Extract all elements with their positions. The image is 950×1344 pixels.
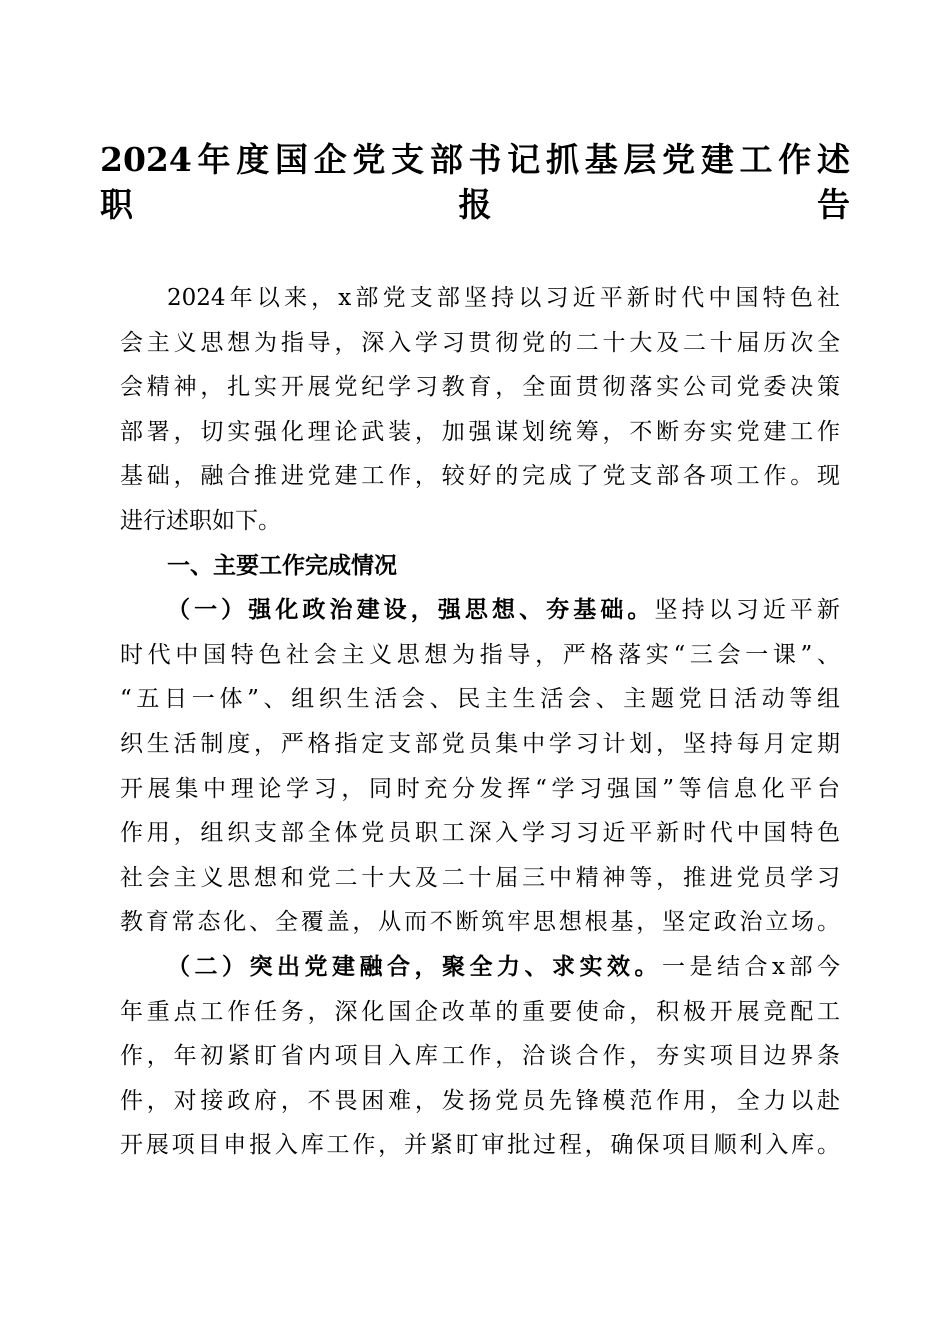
paragraph-line: 作，年初紧盯省内项目入库工作，洽谈合作，夯实项目边界条 [120, 1043, 840, 1070]
section-heading: 一、主要工作完成情况 [167, 552, 397, 579]
subsection-1-lead: （一）强化政治建设，强思想、夯基础。 [167, 596, 655, 624]
paragraph-line: 教育常态化、全覆盖，从而不断筑牢思想根基，坚定政治立场。 [120, 909, 840, 936]
paragraph-line [120, 945, 840, 990]
paragraph-line: “五日一体”、组织生活会、民主生活会、主题党日活动等组 [120, 686, 840, 713]
document-body [120, 276, 840, 1168]
subsection-2-first-line-text: 一是结合x部今 [662, 953, 840, 980]
subsection-2-paragraph [120, 945, 840, 1168]
paragraph-line: 件，对接政府，不畏困难，发扬党员先锋模范作用，全力以赴 [120, 1087, 840, 1114]
paragraph-line: 部署，切实强化理论武装，加强谋划统筹，不断夯实党建工作 [120, 418, 840, 445]
paragraph-line: 织生活制度，严格指定支部党员集中学习计划，坚持每月定期 [120, 730, 840, 757]
paragraph-line [120, 588, 840, 633]
paragraph-line: 年重点工作任务，深化国企改革的重要使命，积极开展竞配工 [120, 998, 840, 1025]
subsection-2-lead: （二）突出党建融合，聚全力、求实效。 [167, 952, 663, 980]
paragraph-line: 会精神，扎实开展党纪学习教育，全面贯彻落实公司党委决策 [120, 374, 840, 401]
paragraph-line: 会主义思想为指导，深入学习贯彻党的二十大及二十届历次全 [120, 329, 840, 356]
title-line-1: 2024年度国企党支部书记抓基层党建工作述 [100, 140, 850, 179]
paragraph-line: 进行述职如下。 [120, 507, 281, 534]
intro-paragraph [120, 276, 840, 544]
paragraph-line: 时代中国特色社会主义思想为指导，严格落实“三会一课”、 [120, 641, 840, 668]
subsection-1-paragraph [120, 588, 840, 945]
subsection-1-first-line-text: 坚持以习近平新 [654, 597, 841, 624]
paragraph-line: 作用，组织支部全体党员职工深入学习习近平新时代中国特色 [120, 820, 840, 847]
document-title [100, 136, 850, 225]
paragraph-line: 2024年以来，x部党支部坚持以习近平新时代中国特色社 [167, 285, 840, 311]
paragraph-line: 开展项目申报入库工作，并紧盯审批过程，确保项目顺利入库。 [120, 1132, 840, 1159]
paragraph-line: 社会主义思想和党二十大及二十届三中精神等，推进党员学习 [120, 864, 840, 891]
paragraph-line: 开展集中理论学习，同时充分发挥“学习强国”等信息化平台 [120, 775, 840, 802]
paragraph-line: 基础，融合推进党建工作，较好的完成了党支部各项工作。现 [120, 463, 840, 490]
title-line-2: 职报告 [100, 184, 850, 224]
